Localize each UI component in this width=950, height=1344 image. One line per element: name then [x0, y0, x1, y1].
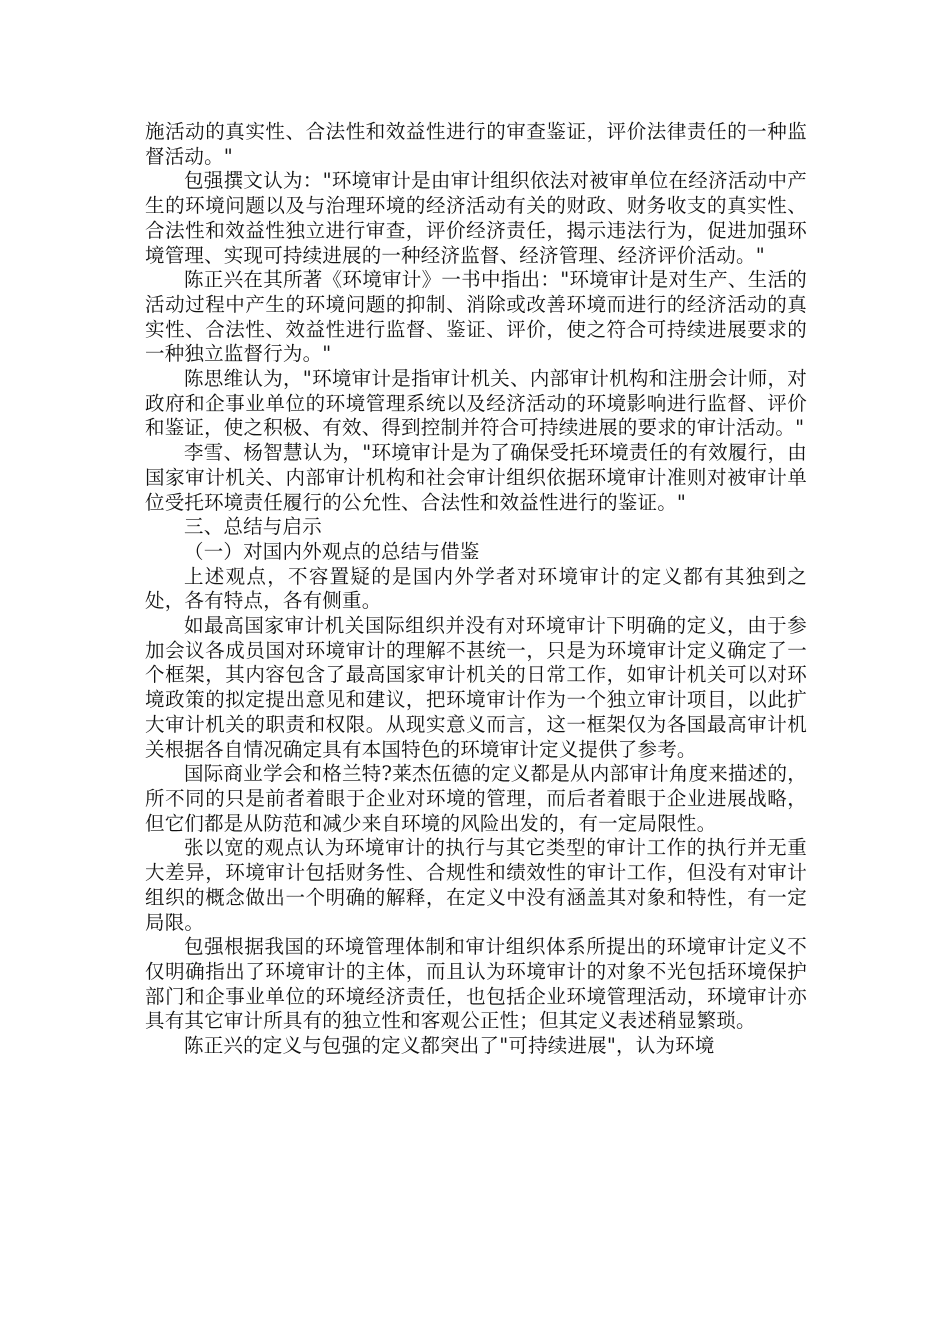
subsection-heading: （一）对国内外观点的总结与借鉴	[184, 539, 480, 563]
paragraph-baoqiang-quote: 包强撰文认为："环境审计是由审计组织依法对被审单位在经济活动中产生的环境问题以及与治理环境的经济活动有关的财政、财务收支的真实性、合法性和效益性独立进行审查，评价经济责任，揭示违法行为，促进加强环境管理、实现可持续进展的一种经济监督、经济管理、经济评价活动。"	[145, 169, 807, 267]
paragraph-chenzhengxing-analysis: 陈正兴的定义与包强的定义都突出了"可持续进展"，认为环境	[184, 1034, 715, 1058]
section-heading: 三、总结与启示	[184, 515, 322, 539]
paragraph-chenzhengxing-quote: 陈正兴在其所著《环境审计》一书中指出："环境审计是对生产、生活的活动过程中产生的环境问题的抑制、消除或改善环境而进行的经济活动的真实性、合法性、效益性进行监督、鉴证、评价，使之符合可持续进展要求的一种独立监督行为。"	[145, 268, 807, 366]
paragraph-summary-intro: 上述观点，不容置疑的是国内外学者对环境审计的定义都有其独到之处，各有特点，各有侧重。	[145, 564, 807, 613]
document-page	[145, 120, 807, 1059]
paragraph-lixue-quote: 李雪、杨智慧认为，"环境审计是为了确保受托环境责任的有效履行，由国家审计机关、内部审计机构和社会审计组织依据环境审计准则对被审计单位受托环境责任履行的公允性、合法性和效益性进行的鉴证。"	[145, 441, 807, 514]
paragraph-baoqiang-analysis: 包强根据我国的环境管理体制和审计组织体系所提出的环境审计定义不仅明确指出了环境审计的主体，而且认为环境审计的对象不光包括环境保护部门和企事业单位的环境经济责任，也包括企业环境管理活动，环境审计亦具有其它审计所具有的独立性和客观公正性；但其定义表述稍显繁琐。	[145, 935, 807, 1033]
paragraph-intosai: 如最高国家审计机关国际组织并没有对环境审计下明确的定义，由于参加会议各成员国对环境审计的理解不甚统一，只是为环境审计定义确定了一个框架，其内容包含了最高国家审计机关的日常工作，如审计机关可以对环境政策的拟定提出意见和建议，把环境审计作为一个独立审计项目，以此扩大审计机关的职责和权限。从现实意义而言，这一框架仅为各国最高审计机关根据各自情况确定具有本国特色的环境审计定义提供了参考。	[145, 614, 807, 761]
paragraph-continuation: 施活动的真实性、合法性和效益性进行的审查鉴证，评价法律责任的一种监督活动。"	[145, 120, 807, 168]
paragraph-business-institute: 国际商业学会和格兰特?莱杰伍德的定义都是从内部审计角度来描述的，所不同的只是前者着眼于企业对环境的管理，而后者着眼于企业进展战略，但它们都是从防范和减少来自环境的风险出发的，有一定局限性。	[145, 762, 807, 835]
paragraph-chensiwei-quote: 陈思维认为，"环境审计是指审计机关、内部审计机构和注册会计师，对政府和企事业单位的环境管理系统以及经济活动的环境影响进行监督、评价和鉴证，使之积极、有效、得到控制并符合可持续进展的要求的审计活动。"	[145, 367, 807, 440]
paragraph-zhangyikuan: 张以宽的观点认为环境审计的执行与其它类型的审计工作的执行并无重大差异，环境审计包括财务性、合规性和绩效性的审计工作，但没有对审计组织的概念做出一个明确的解释，在定义中没有涵盖其对象和特性，有一定局限。	[145, 836, 807, 934]
